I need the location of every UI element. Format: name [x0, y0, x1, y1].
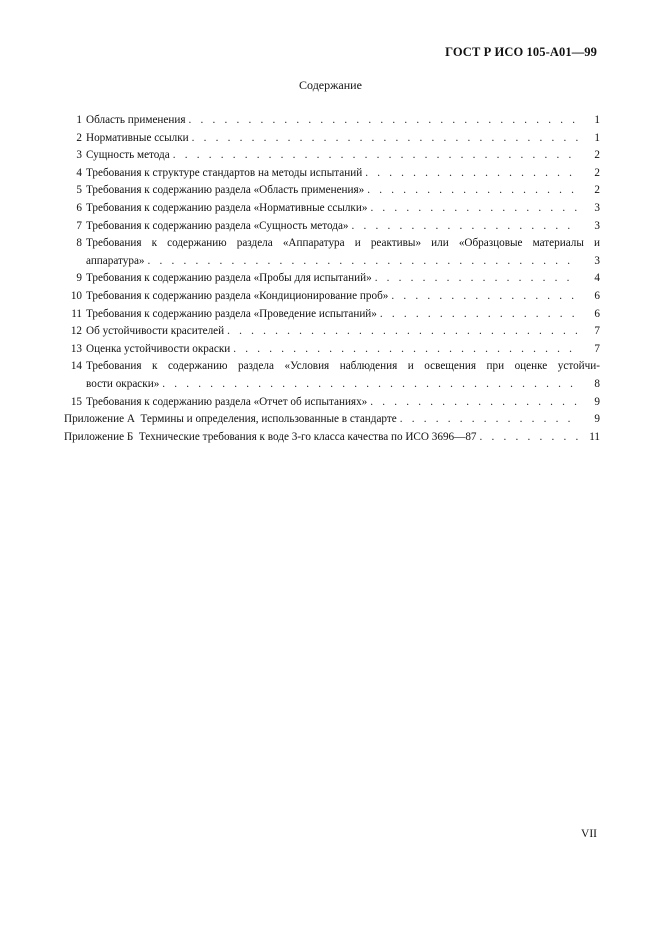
- toc-entry-page: 7: [594, 325, 600, 338]
- toc-appendix-page: 9: [594, 413, 600, 426]
- toc-entry-title-line2: вости окраски»: [86, 377, 160, 390]
- toc-appendix-title: Приложение А Термины и определения, использованные в стандарте: [64, 413, 397, 426]
- leader-dots: [391, 288, 579, 306]
- leader-dots: [227, 323, 579, 341]
- toc-entry-number: 15: [70, 395, 82, 408]
- toc-entry-page: 4: [594, 272, 600, 285]
- toc-entry-1[interactable]: [64, 112, 600, 130]
- toc-appendix-page: 11: [589, 430, 600, 443]
- toc-entry-6[interactable]: [64, 200, 600, 218]
- toc-entry-title: Требования к содержанию раздела «Пробы для испытаний»: [86, 272, 372, 285]
- leader-dots: [367, 182, 579, 200]
- toc-entry-9[interactable]: [64, 270, 600, 288]
- toc-entry-7[interactable]: [64, 218, 600, 236]
- toc-entry-page: 7: [594, 342, 600, 355]
- toc-entry-page: 3: [594, 201, 600, 214]
- leader-dots: [370, 394, 579, 412]
- toc-entry-10[interactable]: [64, 288, 600, 306]
- toc-entry-5[interactable]: [64, 182, 600, 200]
- toc-entry-page: 2: [594, 149, 600, 162]
- toc-entry-page: 3: [594, 254, 600, 267]
- toc-entry-title: Сущность метода: [86, 149, 170, 162]
- leader-dots: [148, 253, 579, 271]
- toc-entry-page: 1: [594, 114, 600, 126]
- toc-entry-page: 6: [594, 289, 600, 302]
- toc-entry-title: Требования к содержанию раздела «Сущность метода»: [86, 219, 349, 232]
- toc-entry-number: 13: [70, 342, 82, 355]
- toc-entry-number: 14: [70, 360, 82, 373]
- toc-entry-number: 5: [76, 184, 82, 197]
- toc-entry-number: 12: [70, 325, 82, 338]
- toc-entry-page: 2: [594, 166, 600, 179]
- leader-dots: [192, 130, 579, 148]
- toc-entry-11[interactable]: [64, 306, 600, 324]
- toc-entry-13[interactable]: [64, 341, 600, 359]
- leader-dots: [370, 200, 579, 218]
- toc-entry-title-line1: Требования к содержанию раздела «Аппаратура и реактивы» или «Образцовые материалы и: [86, 237, 600, 250]
- leader-dots: [480, 429, 579, 447]
- leader-dots: [162, 376, 579, 394]
- page-number: VII: [581, 828, 597, 840]
- leader-dots: [375, 270, 579, 288]
- toc-entry-title: Об устойчивости красителей: [86, 325, 225, 338]
- toc-entry-3[interactable]: [64, 147, 600, 165]
- leader-dots: [188, 112, 579, 130]
- toc-appendix-a[interactable]: [64, 411, 600, 429]
- toc-entry-title: Требования к содержанию раздела «Проведение испытаний»: [86, 307, 377, 320]
- toc-entry-number: 4: [76, 166, 82, 179]
- toc-entry-15[interactable]: [64, 394, 600, 412]
- toc-entry-title: Требования к содержанию раздела «Нормативные ссылки»: [86, 201, 368, 214]
- toc-entry-number: 6: [76, 201, 82, 214]
- toc-entry-page: 6: [594, 307, 600, 320]
- leader-dots: [352, 218, 579, 236]
- toc-entry-number: 11: [71, 307, 82, 320]
- leader-dots: [173, 147, 579, 165]
- toc-entry-number: 10: [70, 289, 82, 302]
- document-code: ГОСТ Р ИСО 105-А01—99: [445, 45, 597, 59]
- toc-entry-page: 2: [594, 184, 600, 197]
- toc-entry-page: 8: [594, 377, 600, 390]
- toc-entry-title: Требования к содержанию раздела «Кондиционирование проб»: [86, 289, 389, 302]
- toc-appendix-title: Приложение Б Технические требования к воде 3-го класса качества по ИСО 3696—87: [64, 430, 477, 443]
- table-of-contents: [64, 112, 600, 446]
- toc-entry-14[interactable]: [64, 358, 600, 393]
- toc-entry-12[interactable]: [64, 323, 600, 341]
- leader-dots: [400, 411, 579, 429]
- toc-entry-title: Область применения: [86, 114, 186, 126]
- toc-entry-number: 7: [76, 219, 82, 232]
- toc-entry-title: Требования к структуре стандартов на методы испытаний: [86, 166, 363, 179]
- toc-entry-number: 8: [76, 237, 82, 250]
- toc-entry-number: 2: [76, 131, 82, 144]
- toc-entry-number: 3: [76, 149, 82, 162]
- toc-entry-title-line2: аппаратура»: [86, 254, 145, 267]
- leader-dots: [233, 341, 579, 359]
- toc-entry-number: 9: [76, 272, 82, 285]
- toc-entry-title: Оценка устойчивости окраски: [86, 342, 231, 355]
- toc-entry-title-line1: Требования к содержанию раздела «Условия наблюдения и освещения при оценке устойчи-: [86, 360, 600, 373]
- toc-entry-2[interactable]: [64, 130, 600, 148]
- toc-entry-4[interactable]: [64, 165, 600, 183]
- toc-entry-title: Требования к содержанию раздела «Отчет об испытаниях»: [86, 395, 368, 408]
- toc-appendix-b[interactable]: [64, 429, 600, 447]
- toc-entry-page: 9: [594, 395, 600, 408]
- toc-entry-page: 1: [594, 131, 600, 144]
- toc-entry-number: 1: [76, 114, 82, 126]
- leader-dots: [365, 165, 579, 183]
- toc-entry-title: Нормативные ссылки: [86, 131, 189, 144]
- toc-entry-title: Требования к содержанию раздела «Область применения»: [86, 184, 365, 197]
- page-title: Содержание: [299, 78, 362, 92]
- leader-dots: [380, 306, 579, 324]
- toc-entry-8[interactable]: [64, 235, 600, 270]
- toc-entry-page: 3: [594, 219, 600, 232]
